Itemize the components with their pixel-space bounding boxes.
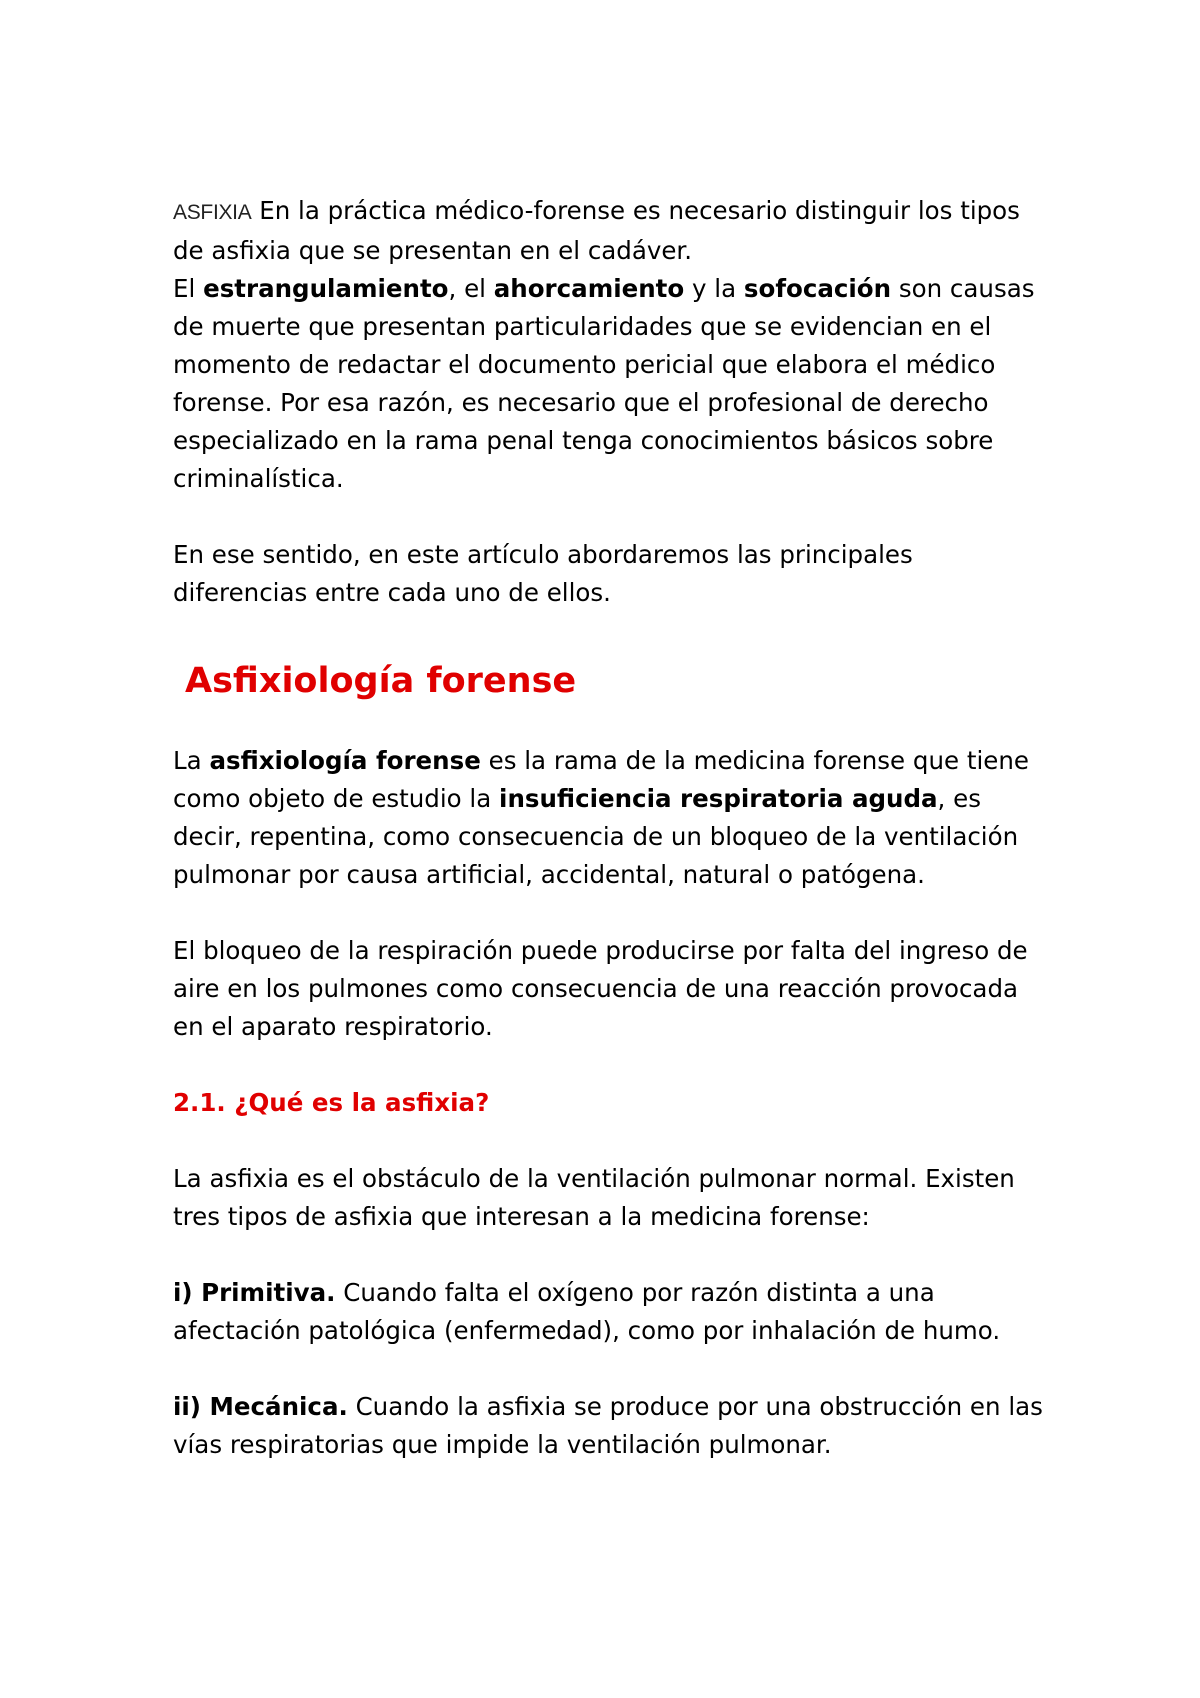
blockage-paragraph: El bloqueo de la respiración puede producirse por falta del ingreso de aire en los pulmones como consecuencia de una reacción provocada en el aparato respiratorio. xyxy=(173,936,1028,1041)
term-ahorcamiento: ahorcamiento xyxy=(493,274,685,303)
causes-text-4: son causas de muerte que presentan particularidades que se evidencian en el momento de redactar el documento pericial que elabora el médico forense. Por esa razón, es necesario que el profesional de derecho especializado en la rama penal tenga conocimientos básicos sobre criminalística. xyxy=(173,274,1035,493)
term-insuficiencia-respiratoria: insuficiencia respiratoria aguda xyxy=(499,784,938,813)
asfixia-definition-paragraph: La asfixia es el obstáculo de la ventilación pulmonar normal. Existen tres tipos de asfixia que interesan a la medicina forense: xyxy=(173,1164,1015,1231)
term-estrangulamiento: estrangulamiento xyxy=(203,274,449,303)
definition-text-1: La xyxy=(173,746,210,775)
section-heading-asfixiologia: Asfixiología forense xyxy=(185,661,577,701)
causes-text-3: y la xyxy=(684,274,744,303)
item-label-mecanica: ii) Mecánica. xyxy=(173,1392,348,1421)
causes-text-1: El xyxy=(173,274,204,303)
list-item-mecanica xyxy=(173,1388,1053,1464)
intro-text: En la práctica médico-forense es necesario distinguir los tipos de asfixia que se presentan en el cadáver. xyxy=(173,196,1020,265)
definition-paragraph xyxy=(173,742,1053,894)
causes-paragraph xyxy=(173,270,1053,498)
item-text-mecanica: Cuando la asfixia se produce por una obstrucción en las vías respiratorias que impide la ventilación pulmonar. xyxy=(173,1392,1043,1459)
subsection-heading-que-es-asfixia: 2.1. ¿Qué es la asfixia? xyxy=(173,1088,490,1117)
causes-text-2: , el xyxy=(448,274,494,303)
definition-text-3: , es decir, repentina, como consecuencia de un bloqueo de la ventilación pulmonar por causa artificial, accidental, natural o patógena. xyxy=(173,784,1019,889)
item-text-primitiva: Cuando falta el oxígeno por razón distinta a una afectación patológica (enfermedad), como por inhalación de humo. xyxy=(173,1278,1001,1345)
item-label-primitiva: i) Primitiva. xyxy=(173,1278,336,1307)
intro-lead-word: ASFIXIA xyxy=(173,201,252,224)
term-sofocacion: sofocación xyxy=(743,274,892,303)
definition-text-2: es la rama de la medicina forense que tiene como objeto de estudio la xyxy=(173,746,1029,813)
list-item-primitiva xyxy=(173,1274,1053,1350)
term-asfixiologia-forense: asfixiología forense xyxy=(209,746,481,775)
document-body xyxy=(173,192,1053,1464)
intro-paragraph xyxy=(173,192,1053,270)
article-scope-paragraph: En ese sentido, en este artículo abordaremos las principales diferencias entre cada uno de ellos. xyxy=(173,540,913,607)
